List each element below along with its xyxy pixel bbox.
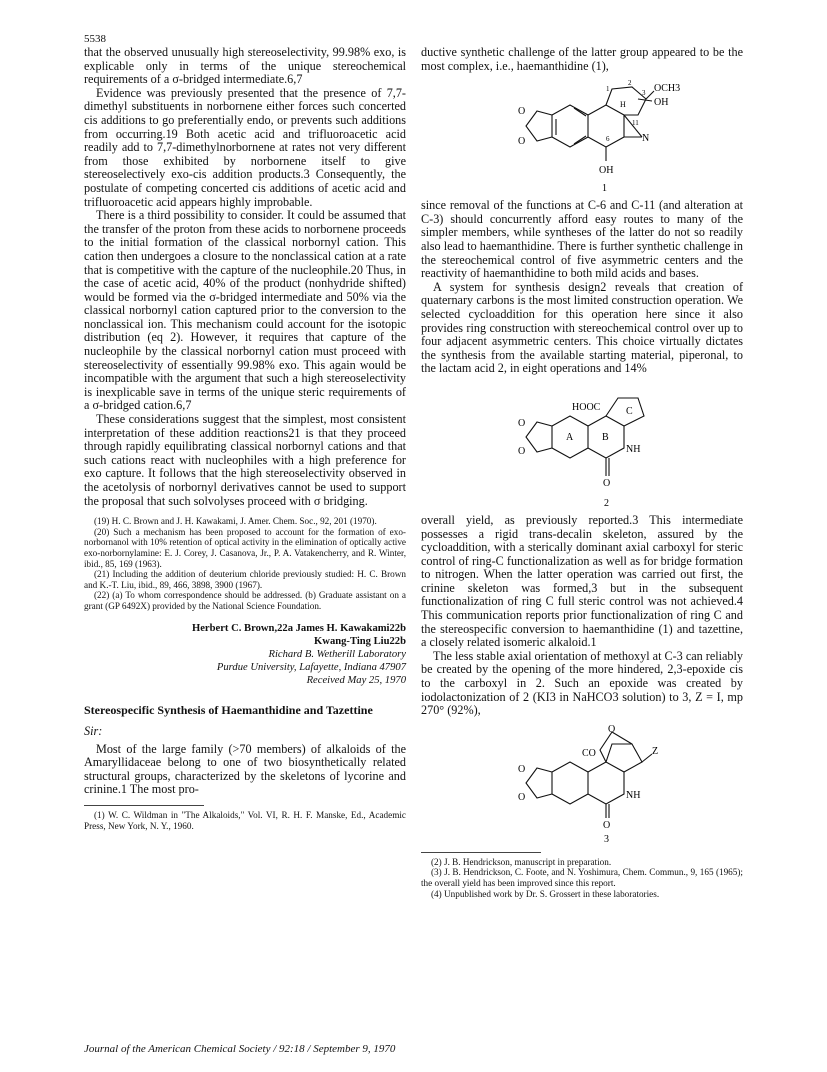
authors-line-1: Herbert C. Brown,22a James H. Kawakami22b: [191, 622, 406, 634]
footnote-20: (20) Such a mechanism has been proposed to account for the formation of exo-norbornanol with 10% retention of optical activity in the elimination of optically active exo-norbornylamine: E. J. Corey, J. Casanova, Jr., P. A. Vatakencherry, and R. Winter, ibid., 85, 169 (1963).: [84, 526, 406, 569]
carbonyl-label: CO: [582, 747, 596, 759]
footnote-4: (4) Unpublished work by Dr. S. Grossert in these laboratories.: [431, 888, 660, 899]
svg-text:O: O: [518, 417, 526, 429]
signature-block: [84, 622, 406, 687]
locant-6: 6: [606, 135, 610, 144]
page-number: 5538: [84, 33, 106, 45]
journal-footer: Journal of the American Chemical Society / 92:18 / September 9, 1970: [84, 1043, 396, 1055]
svg-text:O: O: [603, 477, 611, 489]
nitrogen-label: N: [642, 133, 650, 145]
left-paragraph-4: These considerations suggest that the simplest, most consistent interpretation of these addition reactions21 is that they proceed through rapidly equilibrating classical norbornyl cations and that such cations react with nucleophiles with a high preference for exo capture. It follows that the high stereoselectivity observed in the acetolysis of norbornyl derivatives cannot be used to support the proposal that such solvolyses proceed with σ bridging.: [84, 412, 406, 508]
ring-b-label: B: [602, 431, 609, 443]
right-paragraph-5: The less stable axial orientation of methoxyl at C-3 can reliably be created by the opening of the more hindered, 2,3-epoxide cis to the carboxyl in 2. Such an epoxide was created by iodolactonization of 2 (KI3 in NaHCO3 solution) to 3, Z = I, mp 270° (92%),: [421, 648, 744, 718]
right-paragraph-3: A system for synthesis design2 reveals that creation of quaternary carbons is the most limited construction operation. We selected cycloaddition for this operation here since it also provides ring construction with stereochemical control over up to four adjacent asymmetric centers. This choice virtually dictates the synthesis from the available starting material, piperonal, to the lactam acid 2, in eight operations and 14%: [421, 279, 743, 376]
hydroxyl-c6-label: OH: [599, 165, 614, 177]
footnote-rule-right: [421, 852, 541, 853]
aromatic-ring: [552, 105, 588, 147]
substituent-z-label: Z: [652, 745, 659, 757]
svg-text:O: O: [518, 445, 526, 457]
structure-3-iodolactone: [482, 722, 682, 844]
footnote-2: (2) J. B. Hendrickson, manuscript in preparation.: [431, 856, 612, 867]
university: Purdue University, Lafayette, Indiana 47907: [216, 661, 406, 673]
amide-nh-label-3: NH: [626, 789, 641, 801]
article-title: Stereospecific Synthesis of Haemanthidine and Tazettine: [84, 702, 373, 717]
amide-nh-label: NH: [626, 443, 641, 455]
svg-text:O: O: [518, 136, 526, 148]
left-column: [84, 46, 406, 831]
svg-text:O: O: [518, 791, 526, 803]
footnotes-left: [84, 516, 406, 611]
ring-c-label: C: [626, 405, 633, 417]
footnote-rule: [84, 805, 204, 806]
svg-text:O: O: [603, 819, 611, 831]
right-column: [421, 46, 743, 899]
footnote-1: (1) W. C. Wildman in "The Alkaloids," Vol. VI, R. H. F. Manske, Ed., Academic Press, New York, N. Y., 1960.: [84, 809, 406, 831]
structure-2-lactam-acid: [482, 380, 682, 510]
footnote-19: (19) H. C. Brown and J. H. Kawakami, J. Amer. Chem. Soc., 92, 201 (1970).: [94, 516, 377, 527]
salutation: Sir:: [84, 723, 103, 738]
methoxy-label: OCH3: [654, 83, 681, 95]
locant-11: 11: [632, 119, 639, 128]
hydroxyl-label: OH: [654, 97, 669, 109]
compound-2-label: 2: [604, 497, 609, 509]
left-paragraph-2: Evidence was previously presented that the presence of 7,7-dimethyl substituents in norbornene either forces such concerted cis additions to go preferentially endo, or prevents such additions from occurring.19 Both acetic acid and trifluoroacetic acid readily add to 7,7-dimethylnorbornene at rates not very different from those exhibited by norbornene itself to give stereoselectively exo-cis addition products.3 Consequently, the postulate of competing concerted cis additions of acetic acid and trifluoroacetic acid appears highly improbable.: [84, 85, 406, 209]
ring-a-label: A: [566, 431, 574, 443]
left-paragraph-5: Most of the large family (>70 members) of alkaloids of the Amaryllidaceae belong to one of two biosynthetically related structural groups, characterized by the skeletons of lycorine and crinine.1 The most pro-: [84, 741, 406, 797]
laboratory: Richard B. Wetherill Laboratory: [268, 648, 406, 660]
locant-3: 3: [642, 89, 646, 98]
structure-1-haemanthidine: [482, 77, 682, 195]
right-paragraph-2: since removal of the functions at C-6 and C-11 (and alteration at C-3) should concurrently afford easy routes to many of the simpler members, while syntheses of the latter do not so readily also lead to haemanthidine. There is further synthetic challenge in the stereochemical control of five asymmetric centers and the reactivity of haemanthidine to both mild acids and bases.: [421, 198, 743, 281]
received-date: Received May 25, 1970: [306, 674, 406, 686]
svg-text:O: O: [518, 763, 526, 775]
locant-1: 1: [606, 85, 610, 94]
locant-2: 2: [628, 79, 632, 88]
footnote-22: (22) (a) To whom correspondence should be addressed. (b) Graduate assistant on a grant (GP 6492X) provided by the National Science Foundation.: [84, 590, 406, 611]
svg-text:O: O: [608, 723, 616, 735]
compound-3-label: 3: [604, 833, 609, 844]
footnote-3: (3) J. B. Hendrickson, C. Foote, and N. Yoshimura, Chem. Commun., 9, 165 (1965); the overall yield has been improved since this report.: [421, 867, 743, 888]
hydrogen-label: H: [620, 100, 626, 110]
compound-1-label: 1: [602, 183, 607, 195]
carboxyl-label: HOOC: [572, 401, 601, 413]
authors-line-2: Kwang-Ting Liu22b: [314, 635, 406, 647]
left-paragraph-3: There is a third possibility to consider. It could be assumed that the transfer of the proton from these acids to norbornene proceeds to the initial formation of the classical norbornyl cation. This cation then undergoes a closure to the nonclassical cation at a rate that is competitive with the capture of the nucleophile.20 Thus, in the case of acetic acid, 40% of the product (nonhydride shifted) would be formed via the σ-bridged intermediate and 50% via the classical norbornyl cation captured prior to the conversion to the nonclassical ion. This mechanism could account for the isotopic distribution (eq 2). However, it requires that capture of the nucleophile by the classical norbornyl cation must proceed with stereoselectivity of essentially 99.98% exo. This again would be incompatible with the argument that such a high stereoselectivity is inexplicable save in terms of the unique steric requirements of a σ-bridged cation.6,7: [84, 208, 406, 413]
svg-text:O: O: [518, 106, 526, 118]
right-paragraph-4: overall yield, as previously reported.3 This intermediate possesses a rigid trans-decalin skeleton, assured by the cycloaddition, with a sterically dominant axial carboxyl for steric control of ring-C functionalization as well as for bridge formation to nitrogen. When the latter operation was carried out first, the crinine skeleton was formed,3 but in the subsequent functionalization of ring C full steric control was not achieved.4 This communication reports prior functionalization of ring C and the stereospecific conversion to haemanthidine (1) and tazettine, a closely related isomeric alkaloid.1: [421, 512, 743, 650]
right-paragraph-1: ductive synthetic challenge of the latter group appeared to be the most complex, i.e., haemanthidine (1),: [421, 45, 743, 73]
left-paragraph-1: that the observed unusually high stereoselectivity, 99.98% exo, is explicable only in terms of the unique stereochemical requirements of a σ-bridged intermediate.6,7: [84, 45, 406, 87]
footnote-21: (21) Including the addition of deuterium chloride previously studied: H. C. Brown and K.-T. Liu, ibid., 89, 466, 3898, 3900 (1967).: [84, 569, 406, 590]
